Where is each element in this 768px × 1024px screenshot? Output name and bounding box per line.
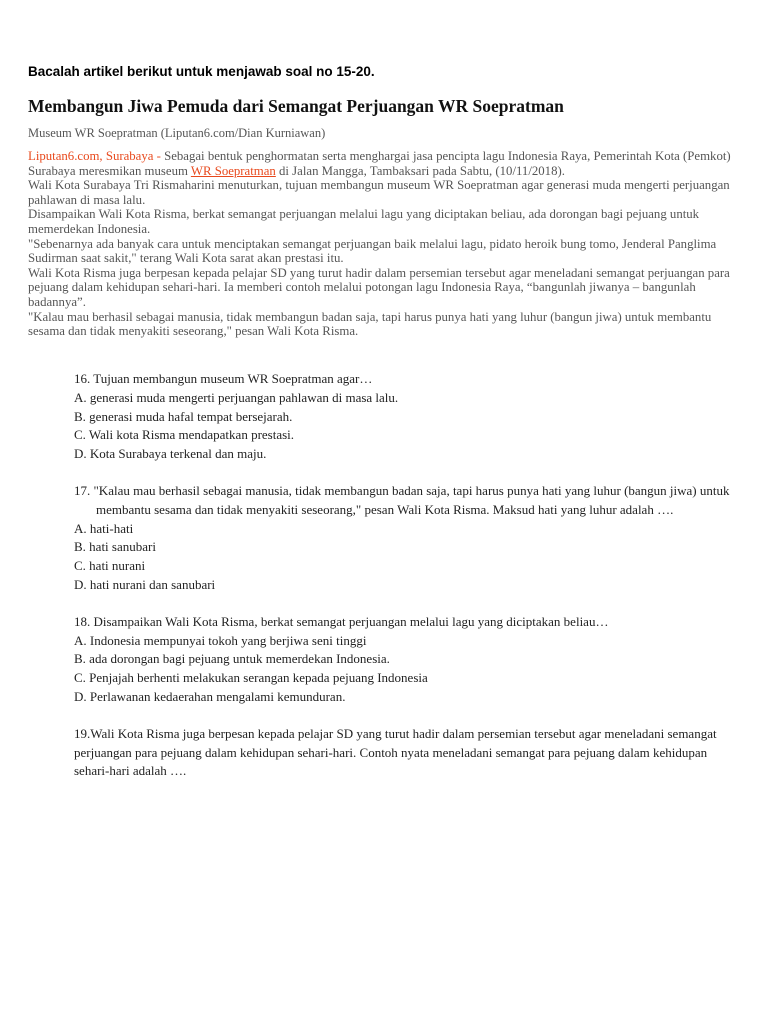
article-paragraph-4: "Sebenarnya ada banyak cara untuk menciptakan semangat perjuangan baik melalui lagu, pidato heroik bung tomo, Jenderal Panglima Sudirman saat sakit," terang Wali Kota sarat akan prestasi itu. xyxy=(28,236,717,266)
question-stem: 17. "Kalau mau berhasil sebagai manusia, tidak membangun badan saja, tapi harus punya hati yang luhur (bangun jiwa) untuk membantu sesama dan tidak menyakiti seseorang," pesan Wali Kota Risma. Maksud hati yang luhur adalah …. xyxy=(74,482,730,517)
image-caption: Museum WR Soepratman (Liputan6.com/Dian Kurniawan) xyxy=(28,126,326,140)
article-paragraph-2: Wali Kota Surabaya Tri Rismaharini menuturkan, tujuan membangun museum WR Soepratman agar generasi muda mengerti perjuangan pahlawan di masa lalu. xyxy=(28,178,730,207)
article-text: di Jalan Mangga, Tambaksari pada Sabtu, (10/11/2018). xyxy=(275,163,565,178)
answer-option: A. Indonesia mempunyai tokoh yang berjiwa seni tinggi xyxy=(74,632,367,648)
answer-option: C. hati nurani xyxy=(74,558,146,574)
answer-option: C. Wali kota Risma mendapatkan prestasi. xyxy=(74,427,295,443)
answer-options xyxy=(74,632,764,707)
article-paragraph-5: Wali Kota Risma juga berpesan kepada pelajar SD yang turut hadir dalam persemian tersebut agar meneladani semangat perjuangan para pejuang dalam kehidupan sehari-hari. Ia memberi contoh melalui potongan lagu Indonesia Raya, “bangunlah jiwanya – bangunlah badannya”. xyxy=(28,265,730,309)
answer-option: B. hati sanubari xyxy=(74,539,156,555)
answer-option: B. ada dorongan bagi pejuang untuk memerdekan Indonesia. xyxy=(74,651,390,667)
article-paragraph-1 xyxy=(28,149,740,178)
answer-option: A. generasi muda mengerti perjuangan pahlawan di masa lalu. xyxy=(74,389,399,405)
article-source: Liputan6.com, Surabaya - xyxy=(28,149,161,163)
question-stem: 18. Disampaikan Wali Kota Risma, berkat semangat perjuangan melalui lagu yang diciptakan beliau… xyxy=(74,613,609,629)
question-stem: 19.Wali Kota Risma juga berpesan kepada pelajar SD yang turut hadir dalam persemian tersebut agar meneladani semangat perjuangan para pejuang dalam kehidupan sehari-hari. Contoh nyata meneladani semangat para pejuang dalam kehidupan sehari-hari adalah …. xyxy=(74,725,717,779)
article-text: Sebagai bentuk penghormatan serta menghargai jasa pencipta lagu Indonesia Raya, Pemerintah Kota (Pemkot) Surabaya meresmikan museum xyxy=(28,149,731,178)
reading-instruction: Bacalah artikel berikut untuk menjawab soal no 15-20. xyxy=(28,64,375,79)
answer-option: D. Perlawanan kedaerahan mengalami kemunduran. xyxy=(74,688,346,704)
article-title: Membangun Jiwa Pemuda dari Semangat Perjuangan WR Soepratman xyxy=(28,96,564,116)
answer-options xyxy=(74,520,764,595)
question-list xyxy=(74,370,764,799)
answer-option: C. Penjajah berhenti melakukan serangan kepada pejuang Indonesia xyxy=(74,670,428,686)
article-body xyxy=(28,149,740,339)
question-stem: 16. Tujuan membangun museum WR Soepratman agar… xyxy=(74,371,373,386)
answer-option: D. hati nurani dan sanubari xyxy=(74,576,216,592)
question-19 xyxy=(74,725,764,781)
wr-soepratman-link[interactable]: WR Soepratman xyxy=(190,163,276,178)
article-paragraph-3: Disampaikan Wali Kota Risma, berkat semangat perjuangan melalui lagu yang diciptakan beliau, ada dorongan bagi pejuang untuk memerdekan Indonesia. xyxy=(28,207,700,236)
answer-options xyxy=(74,389,764,464)
question-17 xyxy=(74,482,764,595)
answer-option: B. generasi muda hafal tempat bersejarah. xyxy=(74,408,293,424)
question-18 xyxy=(74,613,764,707)
answer-option: A. hati-hati xyxy=(74,520,134,536)
answer-option: D. Kota Surabaya terkenal dan maju. xyxy=(74,446,267,462)
question-16 xyxy=(74,370,764,464)
article-paragraph-6: "Kalau mau berhasil sebagai manusia, tidak membangun badan saja, tapi harus punya hati yang luhur (bangun jiwa) untuk membantu sesama dan tidak menyakiti seseorang," pesan Wali Kota Risma. xyxy=(28,309,712,339)
